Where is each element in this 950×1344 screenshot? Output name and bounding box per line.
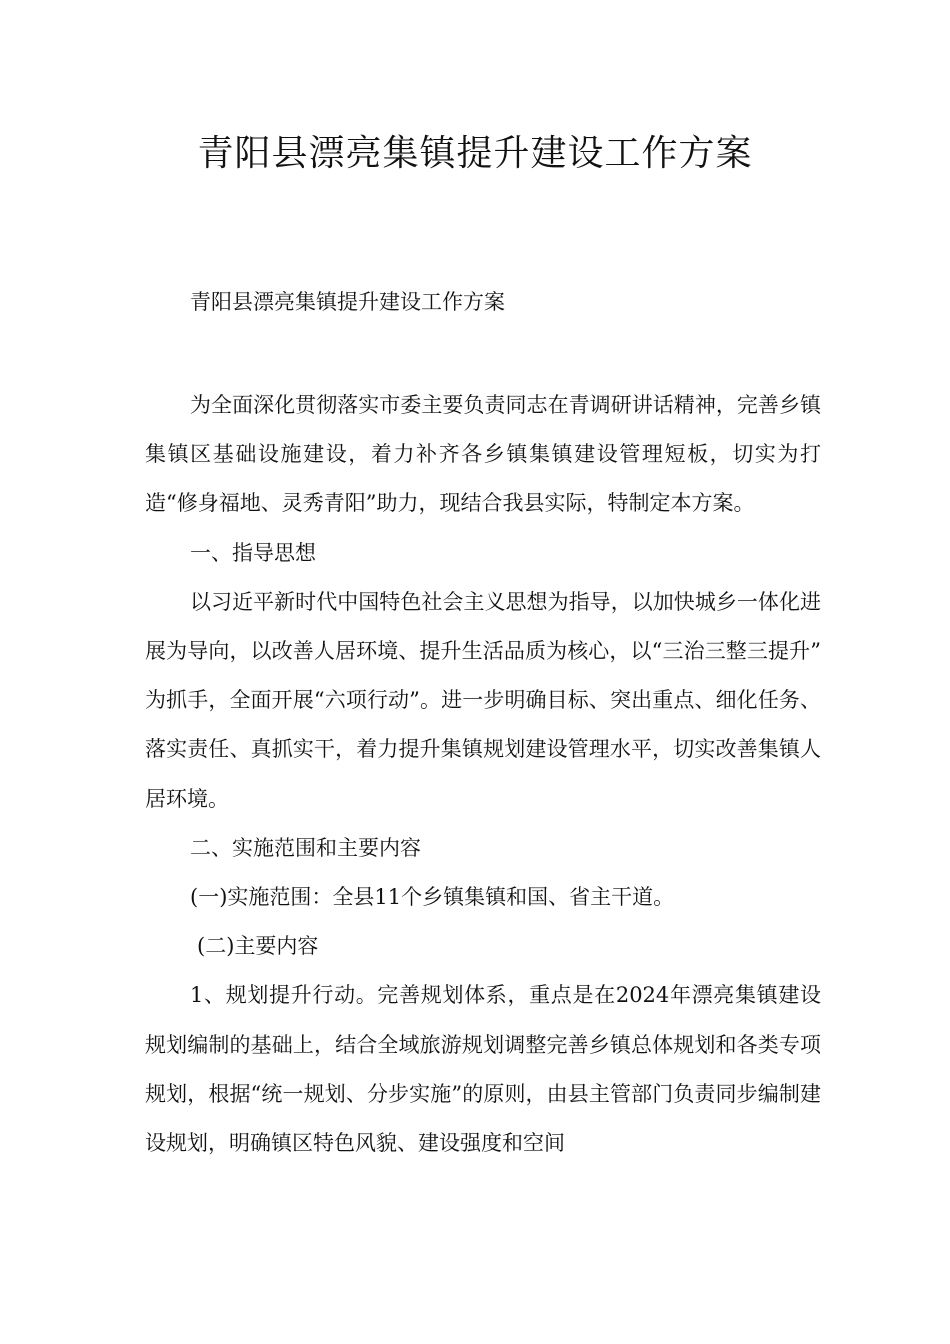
section-2-main-content-heading: (二)主要内容 — [197, 934, 319, 959]
document-title: 青阳县漂亮集镇提升建设工作方案 — [197, 133, 753, 174]
section-2-scope: (一)实施范围：全县11个乡镇集镇和国、省主干道。 — [190, 885, 675, 910]
section-2-heading: 二、实施范围和主要内容 — [190, 835, 421, 860]
section-2-item-1: 1、规划提升行动。完善规划体系，重点是在2024年漂亮集镇建设规划编制的基础上，结合全域旅游规划调整完善乡镇总体规划和各类专项规划，根据“统一规划、分步实施”的原则，由县主管部门负责同步编制建设规划，明确镇区特色风貌、建设强度和空间 — [145, 983, 821, 1156]
section-1-heading: 一、指导思想 — [190, 540, 316, 565]
document-body — [145, 381, 821, 1168]
intro-paragraph: 为全面深化贯彻落实市委主要负责同志在青调研讲话精神，完善乡镇集镇区基础设施建设，着力补齐各乡镇集镇建设管理短板，切实为打造“修身福地、灵秀青阳”助力，现结合我县实际，特制定本方案。 — [145, 393, 821, 516]
section-1-paragraph: 以习近平新时代中国特色社会主义思想为指导，以加快城乡一体化进展为导向，以改善人居环境、提升生活品质为核心，以“三治三整三提升” 为抓手，全面开展“六项行动”。进一步明确目标、突出重点、细化任务、落实责任、真抓实干，着力提升集镇规划建设管理水平，切实改善集镇人居环境。 — [145, 589, 821, 811]
document-subtitle: 青阳县漂亮集镇提升建设工作方案 — [190, 290, 505, 314]
